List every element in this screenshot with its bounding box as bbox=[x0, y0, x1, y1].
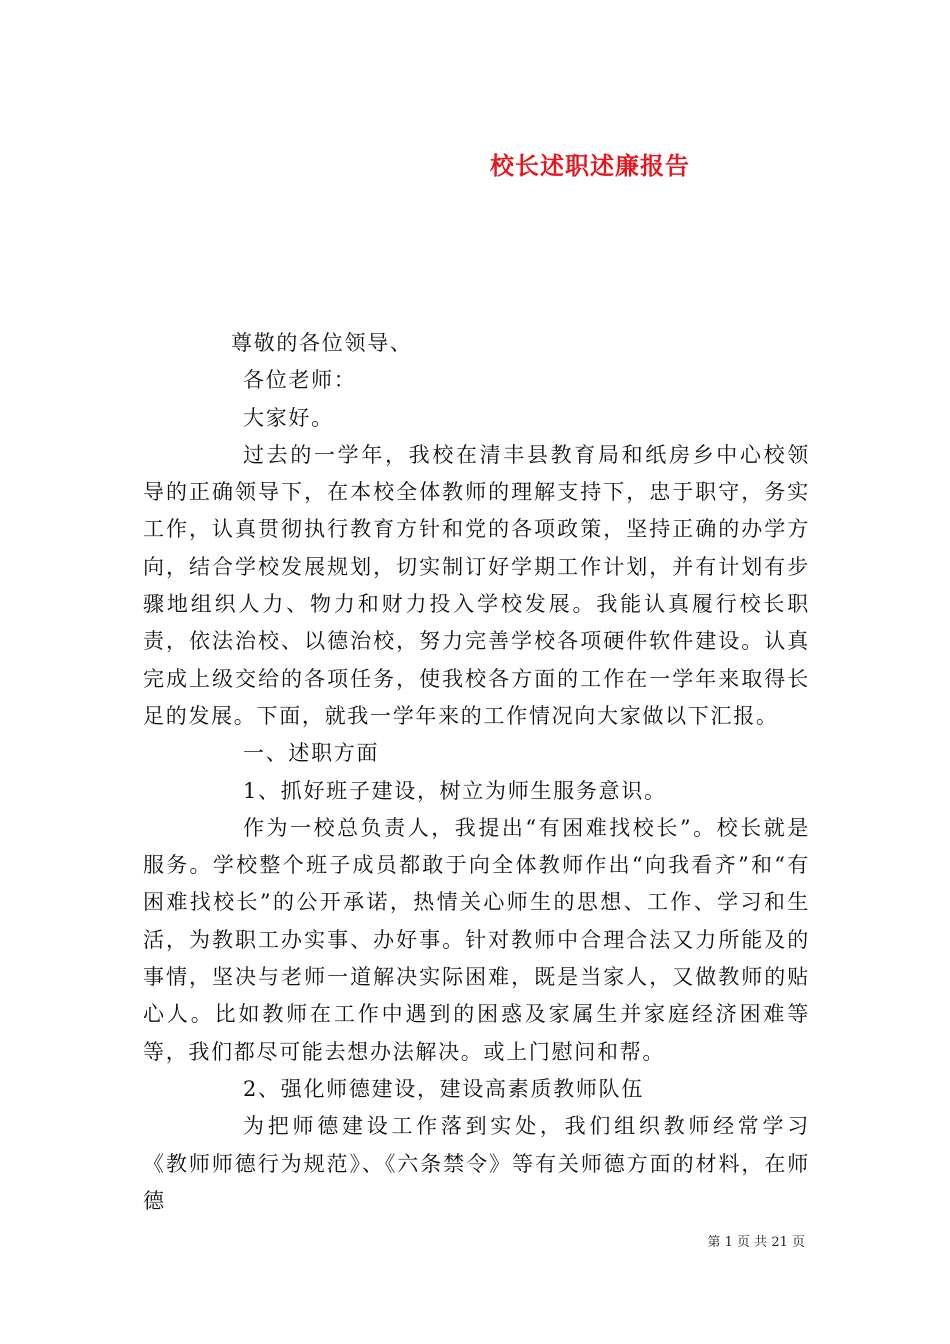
paragraph-teacher-ethics: 为把师德建设工作落到实处，我们组织教师经常学习《教师师德行为规范》、《六条禁令》等有关师德方面的材料，在师德 bbox=[143, 1114, 810, 1213]
subheading-team-building: 1、抓好班子建设，树立为师生服务意识。 bbox=[243, 778, 667, 803]
salutation-teachers: 各位老师： bbox=[243, 368, 357, 393]
salutation-greeting: 大家好。 bbox=[243, 405, 334, 430]
subheading-teacher-ethics: 2、强化师德建设，建设高素质教师队伍 bbox=[243, 1076, 644, 1101]
page-number-footer: 第 1 页 共 21 页 bbox=[707, 1235, 805, 1250]
section-heading: 一、述职方面 bbox=[243, 741, 380, 766]
paragraph-team-building: 作为一校总负责人，我提出“有困难找校长”。校长就是服务。学校整个班子成员都敢于向全体教师作出“向我看齐”和“有困难找校长”的公开承诺，热情关心师生的思想、工作、学习和生活，为教职工办实事、办好事。针对教师中合理合法又力所能及的事情，坚决与老师一道解决实际困难，既是当家人，又做教师的贴心人。比如教师在工作中遇到的困惑及家属生并家庭经济困难等等，我们都尽可能去想办法解决。或上门慰问和帮。 bbox=[143, 815, 810, 1064]
document-body bbox=[143, 325, 810, 1220]
paragraph-intro: 过去的一学年，我校在清丰县教育局和纸房乡中心校领导的正确领导下，在本校全体教师的理解支持下，忠于职守，务实工作，认真贯彻执行教育方针和党的各项政策，坚持正确的办学方向，结合学校发展规划，切实制订好学期工作计划，并有计划有步骤地组织人力、物力和财力投入学校发展。我能认真履行校长职责，依法治校、以德治校，努力完善学校各项硬件软件建设。认真完成上级交给的各项任务，使我校各方面的工作在一学年来取得长足的发展。下面，就我一学年来的工作情况向大家做以下汇报。 bbox=[143, 442, 810, 728]
salutation-leaders: 尊敬的各位领导、 bbox=[231, 331, 413, 355]
page-title: 校长述职述廉报告 bbox=[490, 151, 690, 181]
